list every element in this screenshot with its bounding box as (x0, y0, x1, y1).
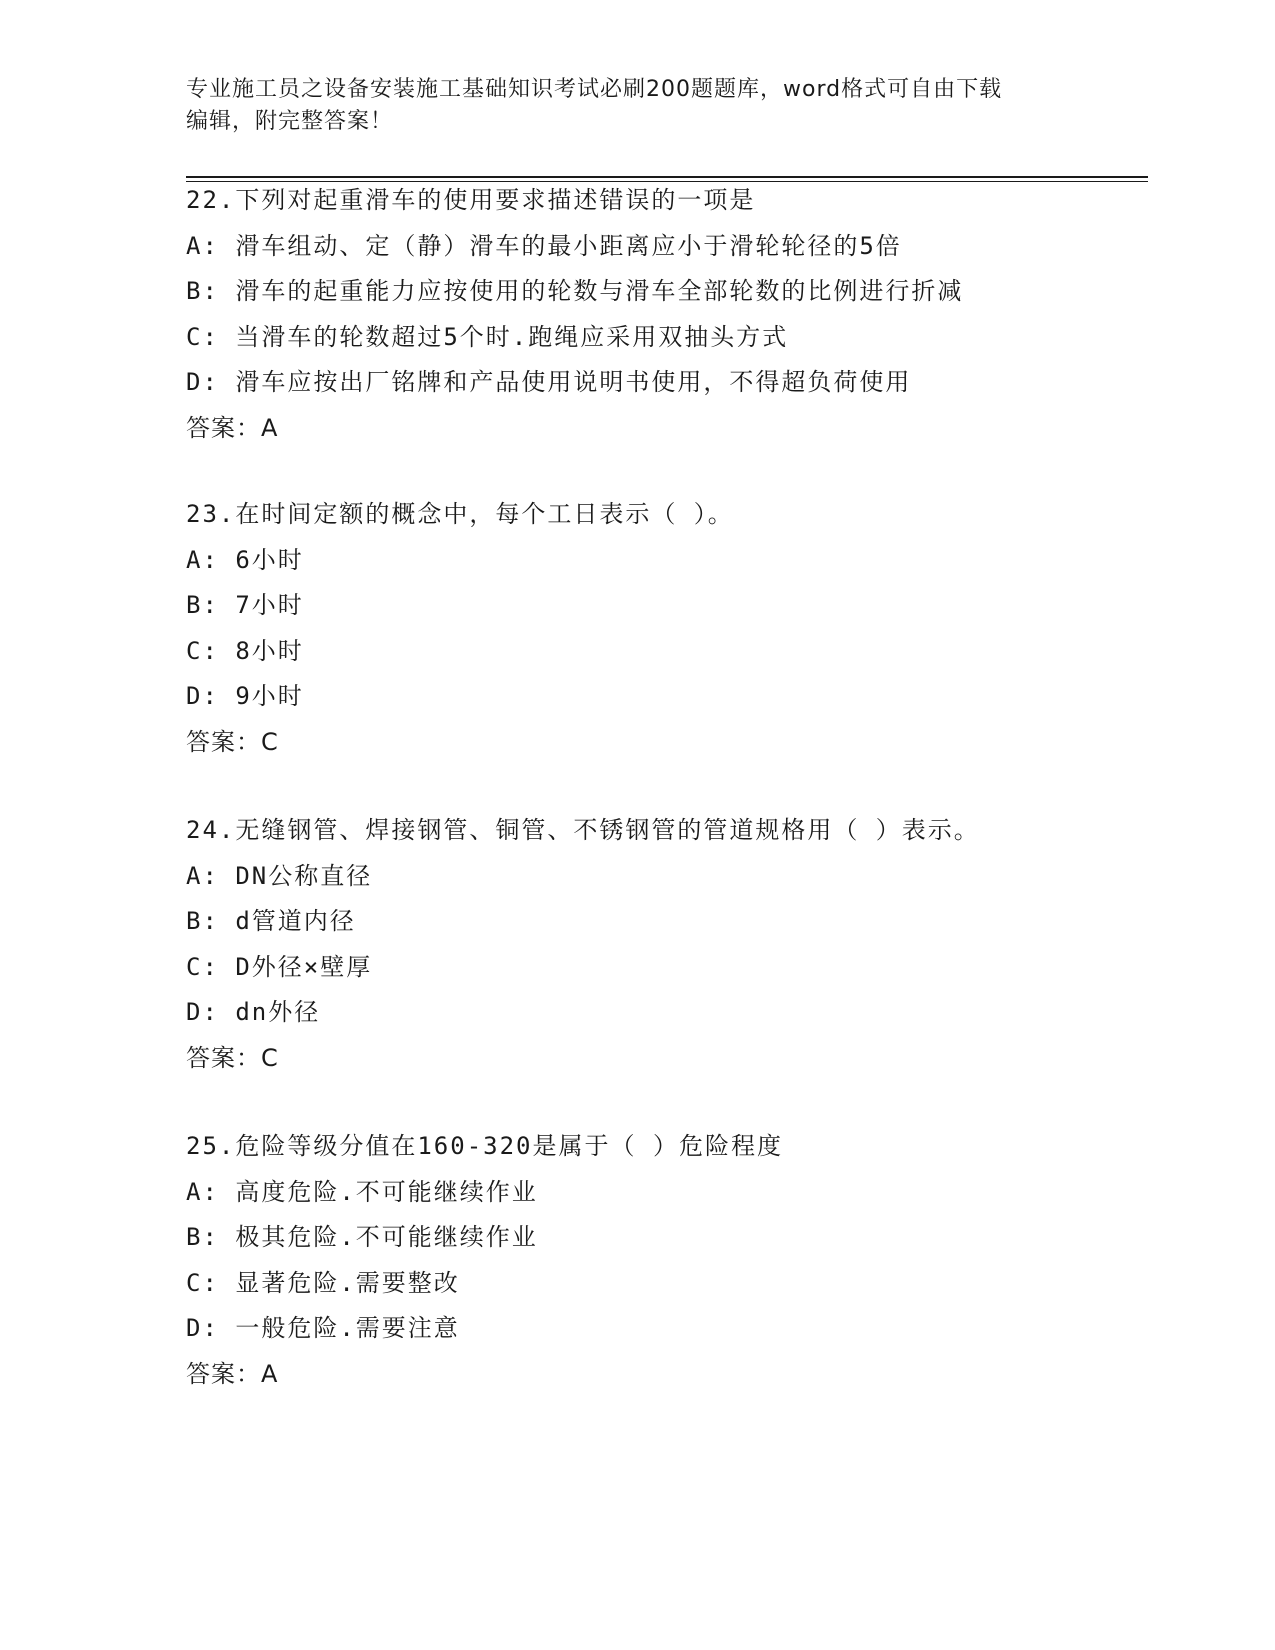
option-a: A: 6小时 (186, 545, 304, 574)
question-23 (186, 492, 1146, 765)
answer: 答案：A (186, 413, 279, 442)
option-b: B: 极其危险.不可能继续作业 (186, 1223, 538, 1251)
option-b: B: 7小时 (186, 591, 304, 619)
question-25 (186, 1124, 1146, 1397)
question-24 (186, 808, 1146, 1081)
option-c: C: 当滑车的轮数超过5个时.跑绳应采用双抽头方式 (186, 322, 789, 351)
option-c: C: 显著危险.需要整改 (186, 1268, 460, 1297)
option-c: C: 8小时 (186, 636, 304, 665)
answer: 答案：C (186, 1043, 279, 1072)
option-a: A: DN公称直径 (186, 861, 373, 890)
header-title-line-2: 编辑，附完整答案！ (186, 109, 394, 134)
question-stem: 23.在时间定额的概念中，每个工日表示（ ）。 (186, 500, 734, 528)
option-c: C: D外径×壁厚 (186, 952, 373, 981)
option-d: D: 一般危险.需要注意 (186, 1314, 460, 1342)
question-stem: 24.无缝钢管、焊接钢管、铜管、不锈钢管的管道规格用（ ）表示。 (186, 816, 980, 844)
option-d: D: 滑车应按出厂铭牌和产品使用说明书使用，不得超负荷使用 (186, 368, 912, 396)
option-b: B: d管道内径 (186, 907, 356, 935)
option-d: D: dn外径 (186, 998, 321, 1026)
option-b: B: 滑车的起重能力应按使用的轮数与滑车全部轮数的比例进行折减 (186, 277, 964, 305)
header-title-line-1: 专业施工员之设备安装施工基础知识考试必刷200题题库，word格式可自由下载 (186, 77, 1003, 102)
option-a: A: 滑车组动、定（静）滑车的最小距离应小于滑轮轮径的5倍 (186, 231, 902, 260)
answer: 答案：C (186, 727, 279, 756)
answer: 答案：A (186, 1359, 279, 1388)
option-d: D: 9小时 (186, 682, 304, 710)
document-header (186, 74, 1086, 138)
option-a: A: 高度危险.不可能继续作业 (186, 1177, 538, 1206)
question-stem: 25.危险等级分值在160-320是属于（ ）危险程度 (186, 1132, 783, 1160)
question-22 (186, 178, 1146, 451)
question-stem: 22.下列对起重滑车的使用要求描述错误的一项是 (186, 186, 756, 214)
